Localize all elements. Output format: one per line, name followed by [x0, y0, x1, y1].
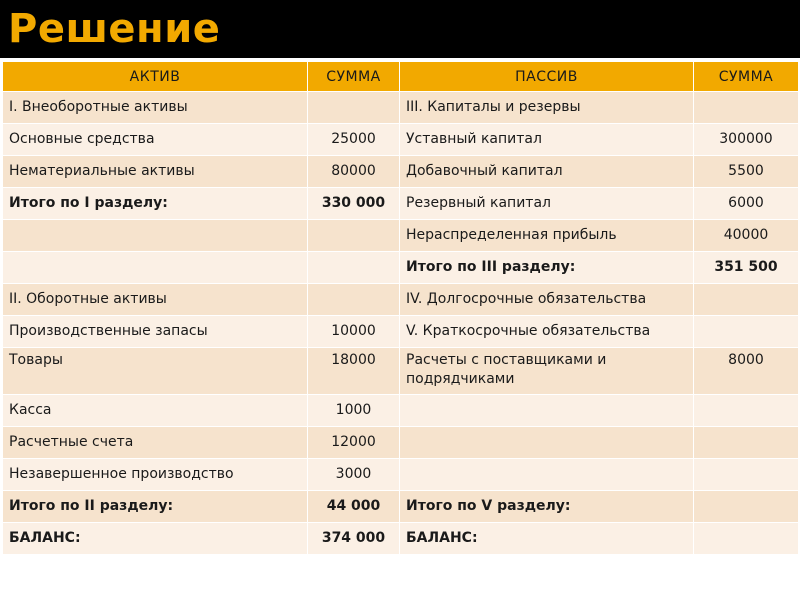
- liability-sum-cell: [694, 316, 799, 348]
- liability-cell: Итого по III разделу:: [400, 252, 694, 284]
- liability-sum-cell: [694, 284, 799, 316]
- asset-sum-cell: 18000: [308, 348, 400, 395]
- liability-cell: [400, 395, 694, 427]
- liability-sum-cell: 5500: [694, 156, 799, 188]
- title-bar: [0, 0, 800, 58]
- liability-cell: Уставный капитал: [400, 124, 694, 156]
- liability-sum-cell: [694, 523, 799, 555]
- header-assets: АКТИВ: [3, 62, 308, 92]
- liability-sum-cell: 6000: [694, 188, 799, 220]
- asset-sum-cell: 374 000: [308, 523, 400, 555]
- asset-sum-cell: [308, 220, 400, 252]
- table-row: [3, 252, 799, 284]
- slide-title: Решение: [8, 6, 221, 52]
- asset-sum-cell: 10000: [308, 316, 400, 348]
- table-row: [3, 395, 799, 427]
- header-liabilities: ПАССИВ: [400, 62, 694, 92]
- asset-cell: Итого по II разделу:: [3, 491, 308, 523]
- header-liabilities-sum: СУММА: [694, 62, 799, 92]
- table-row: [3, 348, 799, 395]
- liability-sum-cell: [694, 491, 799, 523]
- asset-sum-cell: [308, 252, 400, 284]
- asset-sum-cell: 25000: [308, 124, 400, 156]
- balance-table: [2, 61, 799, 555]
- table-row: [3, 284, 799, 316]
- asset-cell: Расчетные счета: [3, 427, 308, 459]
- liability-cell: III. Капиталы и резервы: [400, 92, 694, 124]
- liability-sum-cell: [694, 92, 799, 124]
- asset-cell: Незавершенное производство: [3, 459, 308, 491]
- asset-cell: Касса: [3, 395, 308, 427]
- asset-cell: Основные средства: [3, 124, 308, 156]
- liability-cell: БАЛАНС:: [400, 523, 694, 555]
- header-assets-sum: СУММА: [308, 62, 400, 92]
- liability-cell: Итого по V разделу:: [400, 491, 694, 523]
- asset-sum-cell: 330 000: [308, 188, 400, 220]
- liability-cell: [400, 427, 694, 459]
- liability-sum-cell: 8000: [694, 348, 799, 395]
- asset-cell: [3, 220, 308, 252]
- liability-sum-cell: [694, 459, 799, 491]
- asset-cell: БАЛАНС:: [3, 523, 308, 555]
- asset-cell: I. Внеоборотные активы: [3, 92, 308, 124]
- asset-sum-cell: [308, 92, 400, 124]
- liability-sum-cell: 40000: [694, 220, 799, 252]
- table-row: [3, 427, 799, 459]
- table-row: [3, 188, 799, 220]
- asset-cell: Производственные запасы: [3, 316, 308, 348]
- asset-cell: Нематериальные активы: [3, 156, 308, 188]
- asset-cell: [3, 252, 308, 284]
- asset-cell: II. Оборотные активы: [3, 284, 308, 316]
- liability-cell: Нераспределенная прибыль: [400, 220, 694, 252]
- liability-cell: Резервный капитал: [400, 188, 694, 220]
- asset-sum-cell: 3000: [308, 459, 400, 491]
- liability-cell: [400, 459, 694, 491]
- asset-cell: Товары: [3, 348, 308, 395]
- table-row: [3, 124, 799, 156]
- liability-sum-cell: [694, 395, 799, 427]
- liability-sum-cell: 300000: [694, 124, 799, 156]
- liability-sum-cell: [694, 427, 799, 459]
- table-row: [3, 92, 799, 124]
- asset-sum-cell: 80000: [308, 156, 400, 188]
- table-header-row: [3, 62, 799, 92]
- liability-cell: IV. Долгосрочные обязательства: [400, 284, 694, 316]
- asset-sum-cell: 1000: [308, 395, 400, 427]
- asset-sum-cell: 44 000: [308, 491, 400, 523]
- asset-sum-cell: [308, 284, 400, 316]
- asset-sum-cell: 12000: [308, 427, 400, 459]
- table-row: [3, 316, 799, 348]
- table-row: [3, 220, 799, 252]
- asset-cell: Итого по I разделу:: [3, 188, 308, 220]
- table-row: [3, 156, 799, 188]
- table-row: [3, 459, 799, 491]
- liability-cell: Расчеты с поставщиками и подрядчиками: [400, 348, 694, 395]
- liability-cell: V. Краткосрочные обязательства: [400, 316, 694, 348]
- liability-sum-cell: 351 500: [694, 252, 799, 284]
- liability-cell: Добавочный капитал: [400, 156, 694, 188]
- table-row: [3, 491, 799, 523]
- table-row: [3, 523, 799, 555]
